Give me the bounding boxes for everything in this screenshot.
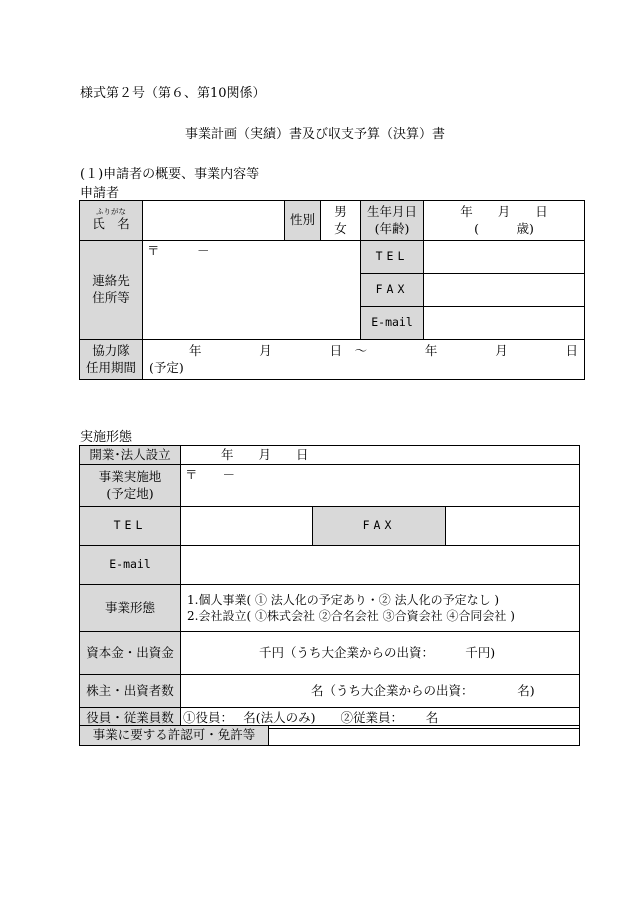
age-value: ( 歳) <box>474 220 534 236</box>
gender-field[interactable] <box>321 201 361 241</box>
applicant-heading: 申請者 <box>80 186 120 201</box>
impl-email-field[interactable] <box>181 546 580 585</box>
license-label: 事業に要する許認可・免許等 <box>80 726 269 746</box>
location-label: 事業実施地 <box>98 468 162 484</box>
impl-fax-field[interactable] <box>446 507 580 546</box>
period-label-cell <box>80 340 143 380</box>
tel-label: TEL <box>361 241 424 274</box>
location-sublabel: (予定地) <box>106 485 154 501</box>
address-label: 住所等 <box>92 290 130 305</box>
name-label: 氏 名 <box>92 216 130 232</box>
business-form-option-2[interactable]: 2.会社設立( ①株式会社 ②合名会社 ③合資会社 ④合同会社 ) <box>187 609 515 623</box>
period-label-2: 任用期間 <box>85 359 136 375</box>
implementation-table <box>79 445 580 729</box>
impl-tel-field[interactable] <box>181 507 313 546</box>
birth-label: 生年月日 <box>366 203 417 219</box>
establish-label: 開業･法人設立 <box>80 446 181 465</box>
shareholders-label: 株主・出資者数 <box>80 675 181 708</box>
capital-field[interactable] <box>181 632 580 675</box>
gender-label: 性別 <box>285 201 321 241</box>
fax-label: FAX <box>361 274 424 307</box>
impl-email-label: E-mail <box>80 546 181 585</box>
email-field[interactable] <box>424 307 585 340</box>
name-field[interactable] <box>143 201 285 241</box>
shareholders-value: 名（うち大企業からの出資： 名) <box>311 682 535 698</box>
period-label-1: 協力隊 <box>92 342 130 358</box>
location-postal: 〒 － <box>185 467 236 482</box>
birth-field[interactable] <box>424 201 585 241</box>
license-field[interactable] <box>269 726 580 746</box>
staff-label: 役員・従業員数 <box>80 708 181 729</box>
license-table <box>79 725 580 746</box>
business-form-option-1[interactable]: 1.個人事業( ① 法人化の予定あり・② 法人化の予定なし ) <box>187 592 500 607</box>
staff-value: ①役員： 名(法人のみ) ②従業員： 名 <box>183 709 439 725</box>
period-year-2: 年 <box>424 342 438 358</box>
period-field[interactable] <box>143 340 585 380</box>
postal-mark: 〒 － <box>147 243 210 258</box>
tel-field[interactable] <box>424 241 585 274</box>
gender-female[interactable]: 女 <box>334 220 347 236</box>
age-label: (年齢) <box>374 220 410 236</box>
address-field[interactable] <box>143 241 361 340</box>
period-year-1: 年 <box>189 342 202 358</box>
contact-label-cell <box>80 241 143 340</box>
establish-value: 年 月 日 <box>221 446 309 462</box>
document-title: 事業計画（実績）書及び収支予算（決算）書 <box>184 127 445 142</box>
name-label-cell <box>80 201 143 241</box>
establish-field[interactable] <box>181 446 580 465</box>
business-form-field[interactable] <box>181 585 580 632</box>
impl-fax-label: FAX <box>313 507 446 546</box>
applicant-table <box>79 200 585 380</box>
period-day-2: 日 <box>565 342 578 358</box>
section-heading: (１)申請者の概要、事業内容等 <box>80 167 260 182</box>
impl-tel-label: TEL <box>80 507 181 546</box>
furigana-label: ふりがな <box>96 206 126 216</box>
period-note: (予定) <box>149 359 184 375</box>
gender-male[interactable]: 男 <box>334 203 347 219</box>
capital-value: 千円（うち大企業からの出資： 千円) <box>259 644 496 660</box>
period-month-2: 月 <box>495 342 508 358</box>
business-form-label: 事業形態 <box>80 585 181 632</box>
shareholders-field[interactable] <box>181 675 580 708</box>
birth-value: 年 月 日 <box>460 203 548 219</box>
birth-label-cell <box>361 201 424 241</box>
email-label: E-mail <box>361 307 424 340</box>
contact-label: 連絡先 <box>92 273 130 289</box>
fax-field[interactable] <box>424 274 585 307</box>
period-day-1: 日 ～ <box>329 342 368 358</box>
period-month-1: 月 <box>259 342 272 358</box>
location-label-cell <box>80 465 181 507</box>
form-number: 様式第２号（第６、第10関係） <box>80 86 266 101</box>
location-field[interactable] <box>181 465 580 507</box>
capital-label: 資本金・出資金 <box>80 632 181 675</box>
implementation-heading: 実施形態 <box>80 430 133 445</box>
